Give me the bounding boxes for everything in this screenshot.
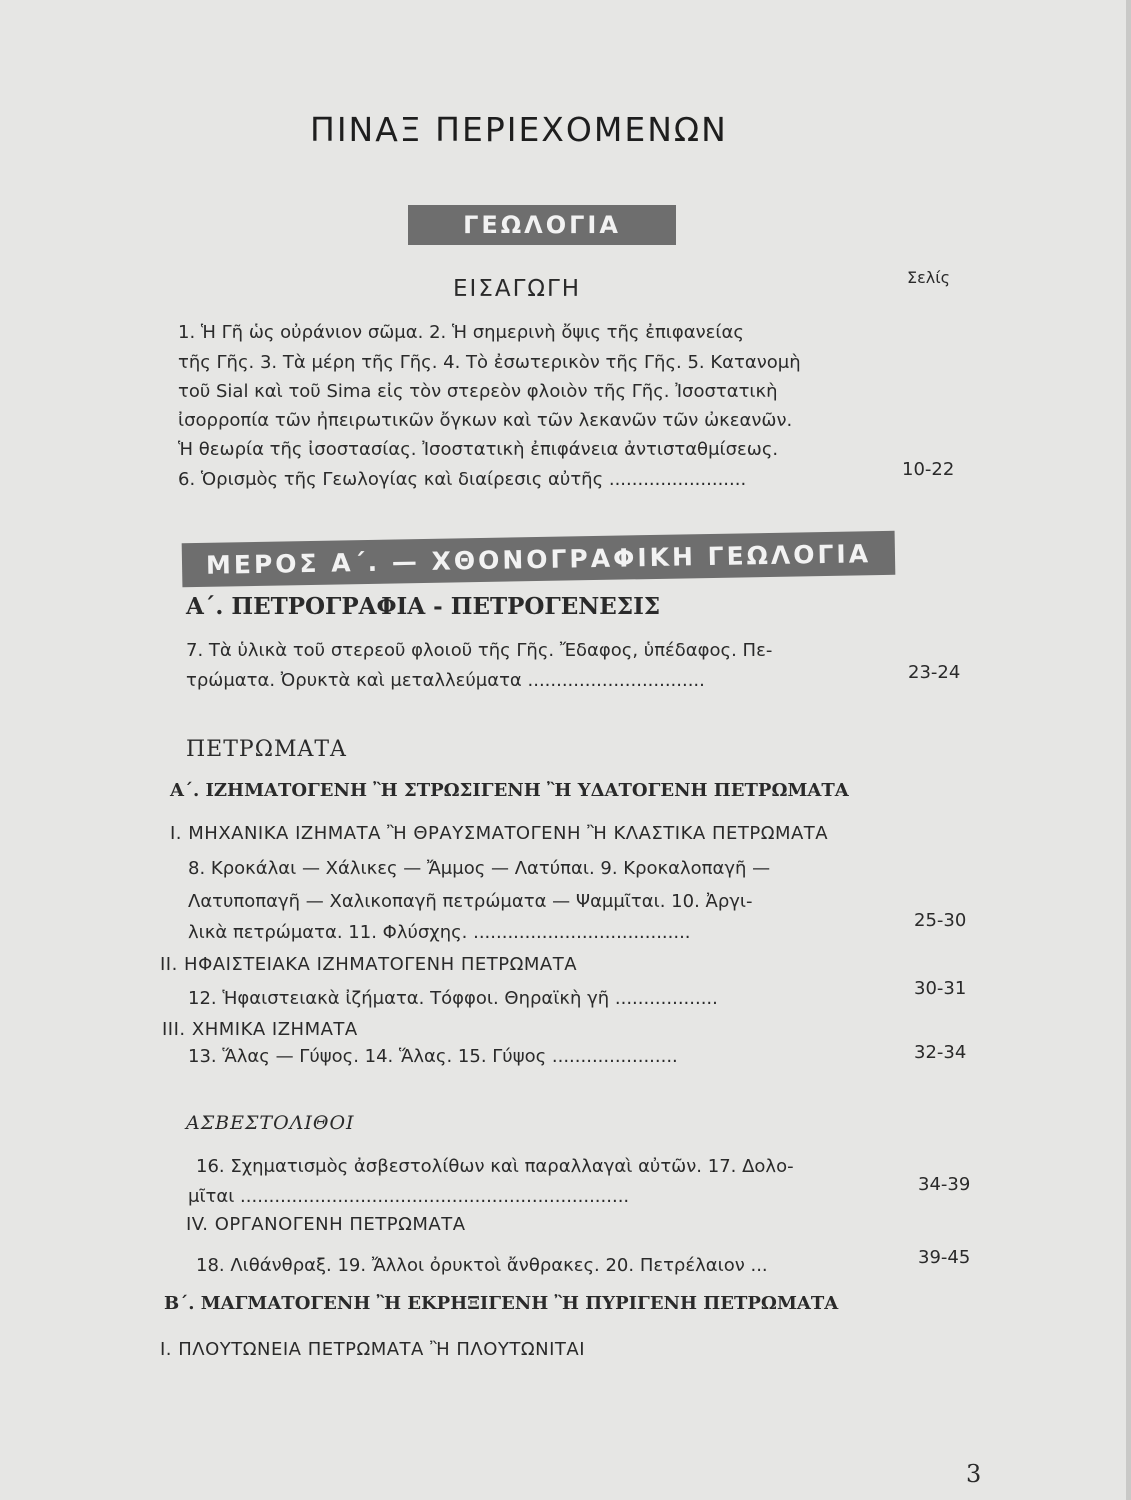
pages-column-label: Σελίς [907, 268, 951, 287]
section-heading: Α΄. ΠΕΤΡΟΓΡΑΦΙΑ - ΠΕΤΡΟΓΕΝΕΣΙΣ [186, 593, 661, 620]
toc-line: μῖται .................................................................... [188, 1186, 630, 1207]
page-range: 30-31 [914, 978, 967, 999]
toc-line: 12. Ἡφαιστειακὰ ἰζήματα. Τόφφοι. Θηραϊκὴ γῆ .................. [188, 988, 718, 1009]
rocks-heading: ΠΕΤΡΩΜΑΤΑ [186, 737, 347, 762]
intro-heading: ΕΙΣΑΓΩΓΗ [453, 276, 582, 302]
toc-line: Λατυποπαγῆ — Χαλικοπαγῆ πετρώματα — Ψαμμῖται. 10. Ἀργι- [188, 891, 753, 912]
section-heading: Α΄. ΙΖΗΜΑΤΟΓΕΝΗ Ἢ ΣΤΡΩΣΙΓΕΝΗ Ἢ ΥΔΑΤΟΓΕΝΗ ΠΕΤΡΩΜΑΤΑ [170, 780, 849, 801]
subsection-heading: ΑΣΒΕΣΤΟΛΙΘΟΙ [186, 1112, 355, 1134]
page-range: 23-24 [908, 662, 961, 683]
page-number: 3 [966, 1460, 982, 1488]
part-band: ΜΕΡΟΣ Α΄. — ΧΘΟΝΟΓΡΑΦΙΚΗ ΓΕΩΛΟΓΙΑ [182, 531, 896, 587]
subsection-heading: ΙΙΙ. ΧΗΜΙΚΑ ΙΖΗΜΑΤΑ [162, 1019, 358, 1040]
toc-line: 7. Τὰ ὑλικὰ τοῦ στερεοῦ φλοιοῦ τῆς Γῆς. Ἔδαφος, ὑπέδαφος. Πε- [186, 640, 773, 661]
toc-line: 8. Κροκάλαι — Χάλικες — Ἄμμος — Λατύπαι. 9. Κροκαλοπαγῆ — [188, 858, 771, 879]
page-range: 10-22 [902, 459, 955, 480]
subsection-heading: IV. ΟΡΓΑΝΟΓΕΝΗ ΠΕΤΡΩΜΑΤΑ [186, 1214, 466, 1235]
page-range: 25-30 [914, 910, 967, 931]
subject-band: ΓΕΩΛΟΓΙΑ [408, 205, 676, 245]
toc-line: 13. Ἅλας — Γύψος. 14. Ἅλας. 15. Γύψος ...................... [188, 1046, 678, 1067]
toc-line: ἰσορροπία τῶν ἠπειρωτικῶν ὄγκων καὶ τῶν λεκανῶν τῶν ὠκεανῶν. [178, 410, 793, 431]
toc-line: τοῦ Sial καὶ τοῦ Sima εἰς τὸν στερεὸν φλοιὸν τῆς Γῆς. Ἰσοστατικὴ [178, 381, 778, 402]
subsection-heading: ΙΙ. ΗΦΑΙΣΤΕΙΑΚΑ ΙΖΗΜΑΤΟΓΕΝΗ ΠΕΤΡΩΜΑΤΑ [160, 954, 578, 975]
toc-line: 16. Σχηματισμὸς ἀσβεστολίθων καὶ παραλλαγαὶ αὐτῶν. 17. Δολο- [196, 1156, 794, 1177]
toc-line: 1. Ἡ Γῆ ὡς οὐράνιον σῶμα. 2. Ἡ σημερινὴ ὄψις τῆς ἐπιφανείας [178, 322, 744, 343]
toc-line: 6. Ὁρισμὸς τῆς Γεωλογίας καὶ διαίρεσις αὐτῆς ........................ [178, 469, 747, 490]
subsection-heading: Ι. ΠΛΟΥΤΩΝΕΙΑ ΠΕΤΡΩΜΑΤΑ Ἢ ΠΛΟΥΤΩΝΙΤΑΙ [160, 1339, 586, 1360]
subsection-heading: Ι. ΜΗΧΑΝΙΚΑ ΙΖΗΜΑΤΑ Ἢ ΘΡΑΥΣΜΑΤΟΓΕΝΗ Ἢ ΚΛΑΣΤΙΚΑ ΠΕΤΡΩΜΑΤΑ [170, 823, 829, 844]
page-edge [1126, 0, 1131, 1500]
page-range: 39-45 [918, 1247, 971, 1268]
page-range: 32-34 [914, 1042, 967, 1063]
toc-line: τῆς Γῆς. 3. Τὰ μέρη τῆς Γῆς. 4. Τὸ ἐσωτερικὸν τῆς Γῆς. 5. Κατανομὴ [178, 352, 801, 373]
toc-line: 18. Λιθάνθραξ. 19. Ἄλλοι ὀρυκτοὶ ἄνθρακες. 20. Πετρέλαιον ... [196, 1255, 768, 1276]
section-heading: Β΄. ΜΑΓΜΑΤΟΓΕΝΗ Ἢ ΕΚΡΗΞΙΓΕΝΗ Ἢ ΠΥΡΙΓΕΝΗ ΠΕΤΡΩΜΑΤΑ [164, 1293, 839, 1314]
toc-line: τρώματα. Ὀρυκτὰ καὶ μεταλλεύματα ............................... [186, 670, 705, 691]
toc-line: Ἡ θεωρία τῆς ἰσοστασίας. Ἰσοστατικὴ ἐπιφάνεια ἀντισταθμίσεως. [178, 439, 779, 460]
page-title: ΠΙΝΑΞ ΠΕΡΙΕΧΟΜΕΝΩΝ [310, 110, 728, 149]
toc-line: λικὰ πετρώματα. 11. Φλύσχης. ...................................... [188, 922, 691, 943]
page-range: 34-39 [918, 1174, 971, 1195]
